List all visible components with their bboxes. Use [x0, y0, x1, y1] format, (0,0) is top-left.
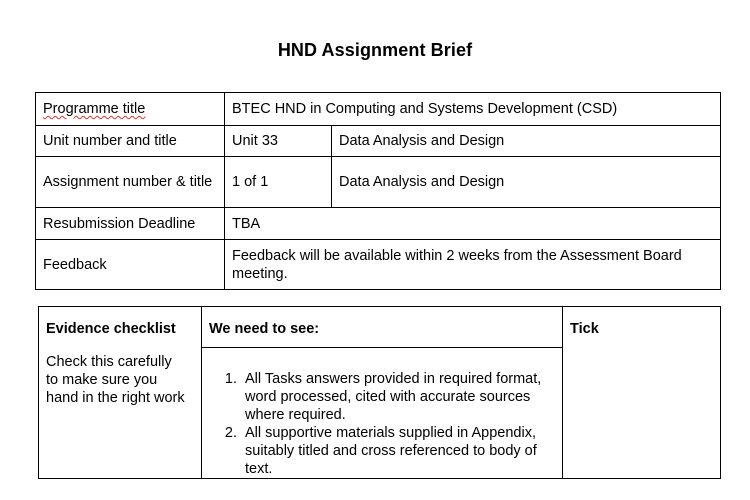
tick-cell [563, 307, 721, 479]
need-header: We need to see: [209, 321, 320, 337]
resubmission-row [36, 208, 721, 240]
unit-number: Unit 33 [225, 126, 332, 157]
need-divider [202, 347, 562, 348]
evidence-checklist-table [38, 306, 721, 479]
unit-row [36, 126, 721, 157]
programme-title-label [36, 93, 225, 126]
assignment-brief-table [35, 92, 721, 290]
checklist-cell [39, 307, 202, 479]
assignment-number: 1 of 1 [225, 157, 332, 208]
resubmission-value: TBA [225, 208, 721, 240]
assignment-title: Data Analysis and Design [332, 157, 721, 208]
feedback-row [36, 240, 721, 290]
requirements-list [209, 370, 555, 478]
programme-title-label-text: Programme title [43, 101, 146, 117]
list-item: 1. All Tasks answers provided in required format, word processed, cited with accurate sources where required. [241, 370, 555, 424]
evidence-row [39, 307, 721, 479]
resubmission-label: Resubmission Deadline [36, 208, 225, 240]
unit-title: Data Analysis and Design [332, 126, 721, 157]
checklist-header: Evidence checklist [46, 321, 176, 337]
feedback-value: Feedback will be available within 2 weeks from the Assessment Board meeting. [225, 240, 721, 290]
programme-row [36, 93, 721, 126]
unit-label: Unit number and title [36, 126, 225, 157]
need-cell [202, 307, 563, 479]
document-title: HND Assignment Brief [277, 40, 473, 60]
checklist-text: Check this carefully to make sure you hand in the right work [46, 354, 185, 406]
feedback-label: Feedback [36, 240, 225, 290]
assignment-row [36, 157, 721, 208]
programme-title-value: BTEC HND in Computing and Systems Development (CSD) [225, 93, 721, 126]
assignment-label: Assignment number & title [36, 157, 225, 208]
list-item: 2. All supportive materials supplied in Appendix, suitably titled and cross referenced to body of text. [241, 424, 555, 478]
tick-header: Tick [570, 321, 599, 337]
